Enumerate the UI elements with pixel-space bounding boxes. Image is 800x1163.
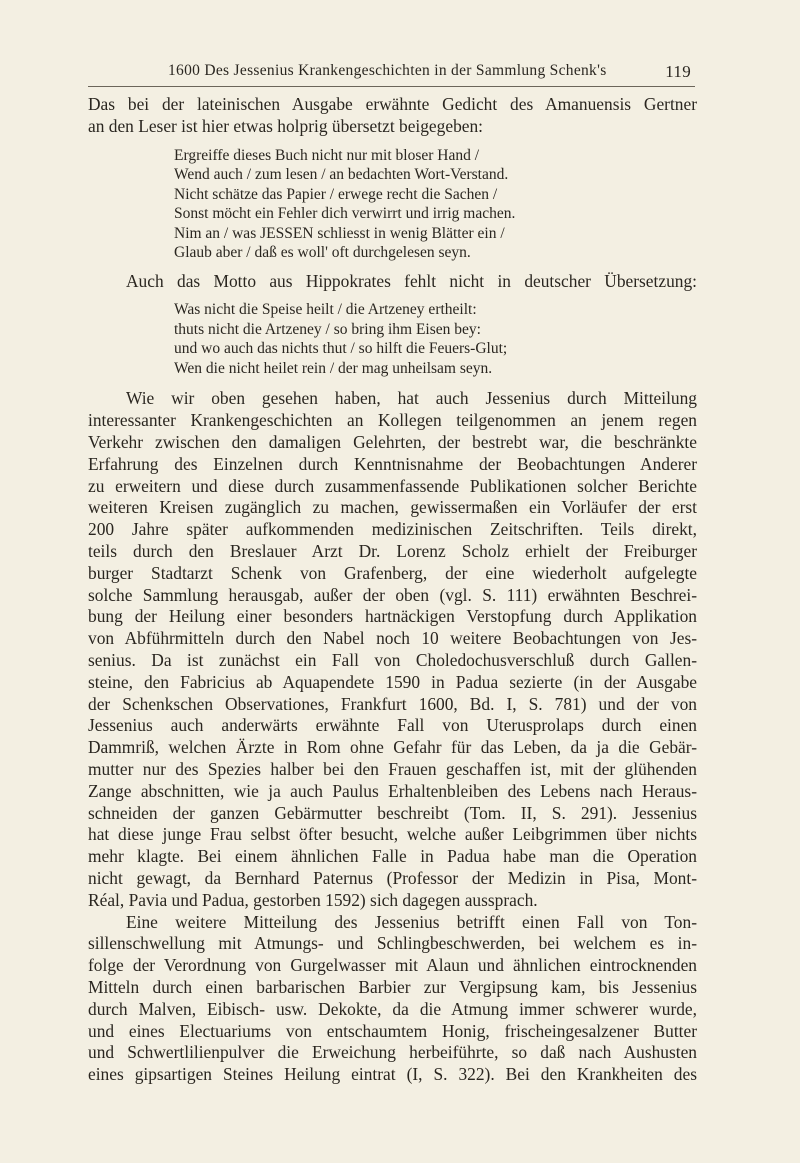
text-line: 200 Jahre später aufkommenden medizinischen Zeitschriften. Teils direkt, [88, 519, 697, 540]
verse-line: Nim an / was JESSEN schliesst in wenig Blätter ein / [174, 224, 505, 242]
text-line: steine, den Fabricius ab Aquapendete 1590 in Padua sezierte (in der Ausgabe [88, 671, 697, 692]
text-line: eines gipsartigen Steines Heilung eintrat (I, S. 322). Bei den Krankheiten des [88, 1064, 697, 1085]
text-line: durch Malven, Eibisch- usw. Dekokte, da die Atmung immer schwerer wurde, [88, 998, 697, 1019]
text-line: Wie wir oben gesehen haben, hat auch Jessenius durch Mitteilung [126, 388, 697, 409]
text-line: teils durch den Breslauer Arzt Dr. Lorenz Scholz erhielt der Freiburger [88, 540, 697, 561]
verse-line: Was nicht die Speise heilt / die Artzeney ertheilt: [174, 301, 477, 319]
text-line: Eine weitere Mitteilung des Jessenius betrifft einen Fall von Ton- [126, 911, 697, 932]
text-line: sillenschwellung mit Atmungs- und Schlingbeschwerden, bei welchem es in- [88, 933, 697, 954]
poem-hippokrates [174, 300, 697, 378]
body-text [88, 94, 697, 1086]
poem-gertner [174, 146, 697, 263]
text-line: burger Stadtarzt Schenk von Grafenberg, der eine wiederholt aufgelegte [88, 562, 697, 583]
verse-line: thuts nicht die Artzeney / so bring ihm Eisen bey: [174, 320, 481, 338]
text-line: weiteren Kreisen zugänglich zu machen, gewissermaßen ein Vorläufer der erst [88, 497, 697, 518]
header-title: 1600 Des Jessenius Krankengeschichten in der Sammlung Schenk's [168, 62, 607, 79]
page-number: 119 [665, 62, 691, 81]
text-line: Jessenius auch anderwärts erwähnte Fall von Uterusprolaps durch einen [88, 715, 697, 736]
text-line: Zange abschnitten, wie ja auch Paulus Erhaltenbleiben des Lebens nach Heraus- [88, 780, 697, 801]
text-line: solche Sammlung herausgab, außer der oben (vgl. S. 111) erwähnten Beschrei- [88, 584, 697, 605]
text-line: folge der Verordnung von Gurgelwasser mit Alaun und ähnlichen eintrocknenden [88, 955, 697, 976]
text-line: Mitteln durch einen barbarischen Barbier zur Vergipsung kam, bis Jessenius [88, 976, 697, 997]
text-line: Erfahrung des Einzelnen durch Kenntnisnahme der Beobachtungen Anderer [88, 453, 697, 474]
text-line: Dammriß, welchen Ärzte in Rom ohne Gefahr für das Leben, da ja die Gebär- [88, 737, 697, 758]
verse-line: Nicht schätze das Papier / erwege recht die Sachen / [174, 185, 498, 203]
text-line: hat diese junge Frau selbst öfter besucht, welche außer Leibgrimmen über nichts [88, 824, 697, 845]
text-line: interessanter Krankengeschichten an Kollegen teilgenommen an jenem regen [88, 410, 697, 431]
text-line: zu erweitern und diese durch zusammenfassende Publikationen solcher Berichte [88, 475, 697, 496]
paragraph-2 [88, 912, 697, 1086]
text-line: Verkehr zwischen den damaligen Gelehrten, der bestrebt war, die beschränkte [88, 431, 697, 452]
text-line: mutter nur des Spezies halber bei den Frauen geschaffen ist, mit der glühenden [88, 758, 697, 779]
text-line: an den Leser ist hier etwas holprig übersetzt beigegeben: [88, 115, 484, 136]
verse-line: Sonst möcht ein Fehler dich verwirrt und irrig machen. [174, 205, 516, 223]
text-line: nicht gewagt, da Bernhard Paternus (Professor der Medizin in Pisa, Mont- [88, 867, 697, 888]
verse-line: und wo auch das nichts thut / so hilft die Feuers-Glut; [174, 340, 508, 358]
text-line: senius. Da ist zunächst ein Fall von Choledochusverschluß durch Gallen- [88, 649, 697, 670]
verse-line: Wend auch / zum lesen / an bedachten Wort-Verstand. [174, 166, 509, 184]
text-line: Réal, Pavia und Padua, gestorben 1592) sich dagegen aussprach. [88, 889, 538, 910]
text-line: schneiden der ganzen Gebärmutter beschreibt (Tom. II, S. 291). Jessenius [88, 802, 697, 823]
motto-intro: Auch das Motto aus Hippokrates fehlt nicht in deutscher Übersetzung: [126, 270, 697, 291]
text-line: der Schenkschen Observationes, Frankfurt 1600, Bd. I, S. 781) und der von [88, 693, 697, 714]
header-rule [88, 86, 695, 87]
text-line: bung der Heilung einer besonders hartnäckigen Verstopfung durch Applikation [88, 606, 697, 627]
verse-line: Ergreiffe dieses Buch nicht nur mit bloser Hand / [174, 146, 480, 164]
paragraph-1 [88, 388, 697, 911]
text-line: mehr klagte. Bei einem ähnlichen Falle in Padua habe man die Operation [88, 846, 697, 867]
verse-line: Glaub aber / daß es woll' oft durchgelesen seyn. [174, 244, 471, 262]
verse-line: Wen die nicht heilet rein / der mag unheilsam seyn. [174, 359, 493, 377]
text-line: Das bei der lateinischen Ausgabe erwähnte Gedicht des Amanuensis Gertner [88, 94, 697, 114]
text-line: und eines Electuariums von entschaumtem Honig, frischeingesalzener Butter [88, 1020, 697, 1041]
text-line: von Abführmitteln durch den Nabel noch 10 weitere Beobachtungen von Jes- [88, 628, 697, 649]
text-line: und Schwertlilienpulver die Erweichung herbeiführte, so daß nach Aushusten [88, 1042, 697, 1063]
